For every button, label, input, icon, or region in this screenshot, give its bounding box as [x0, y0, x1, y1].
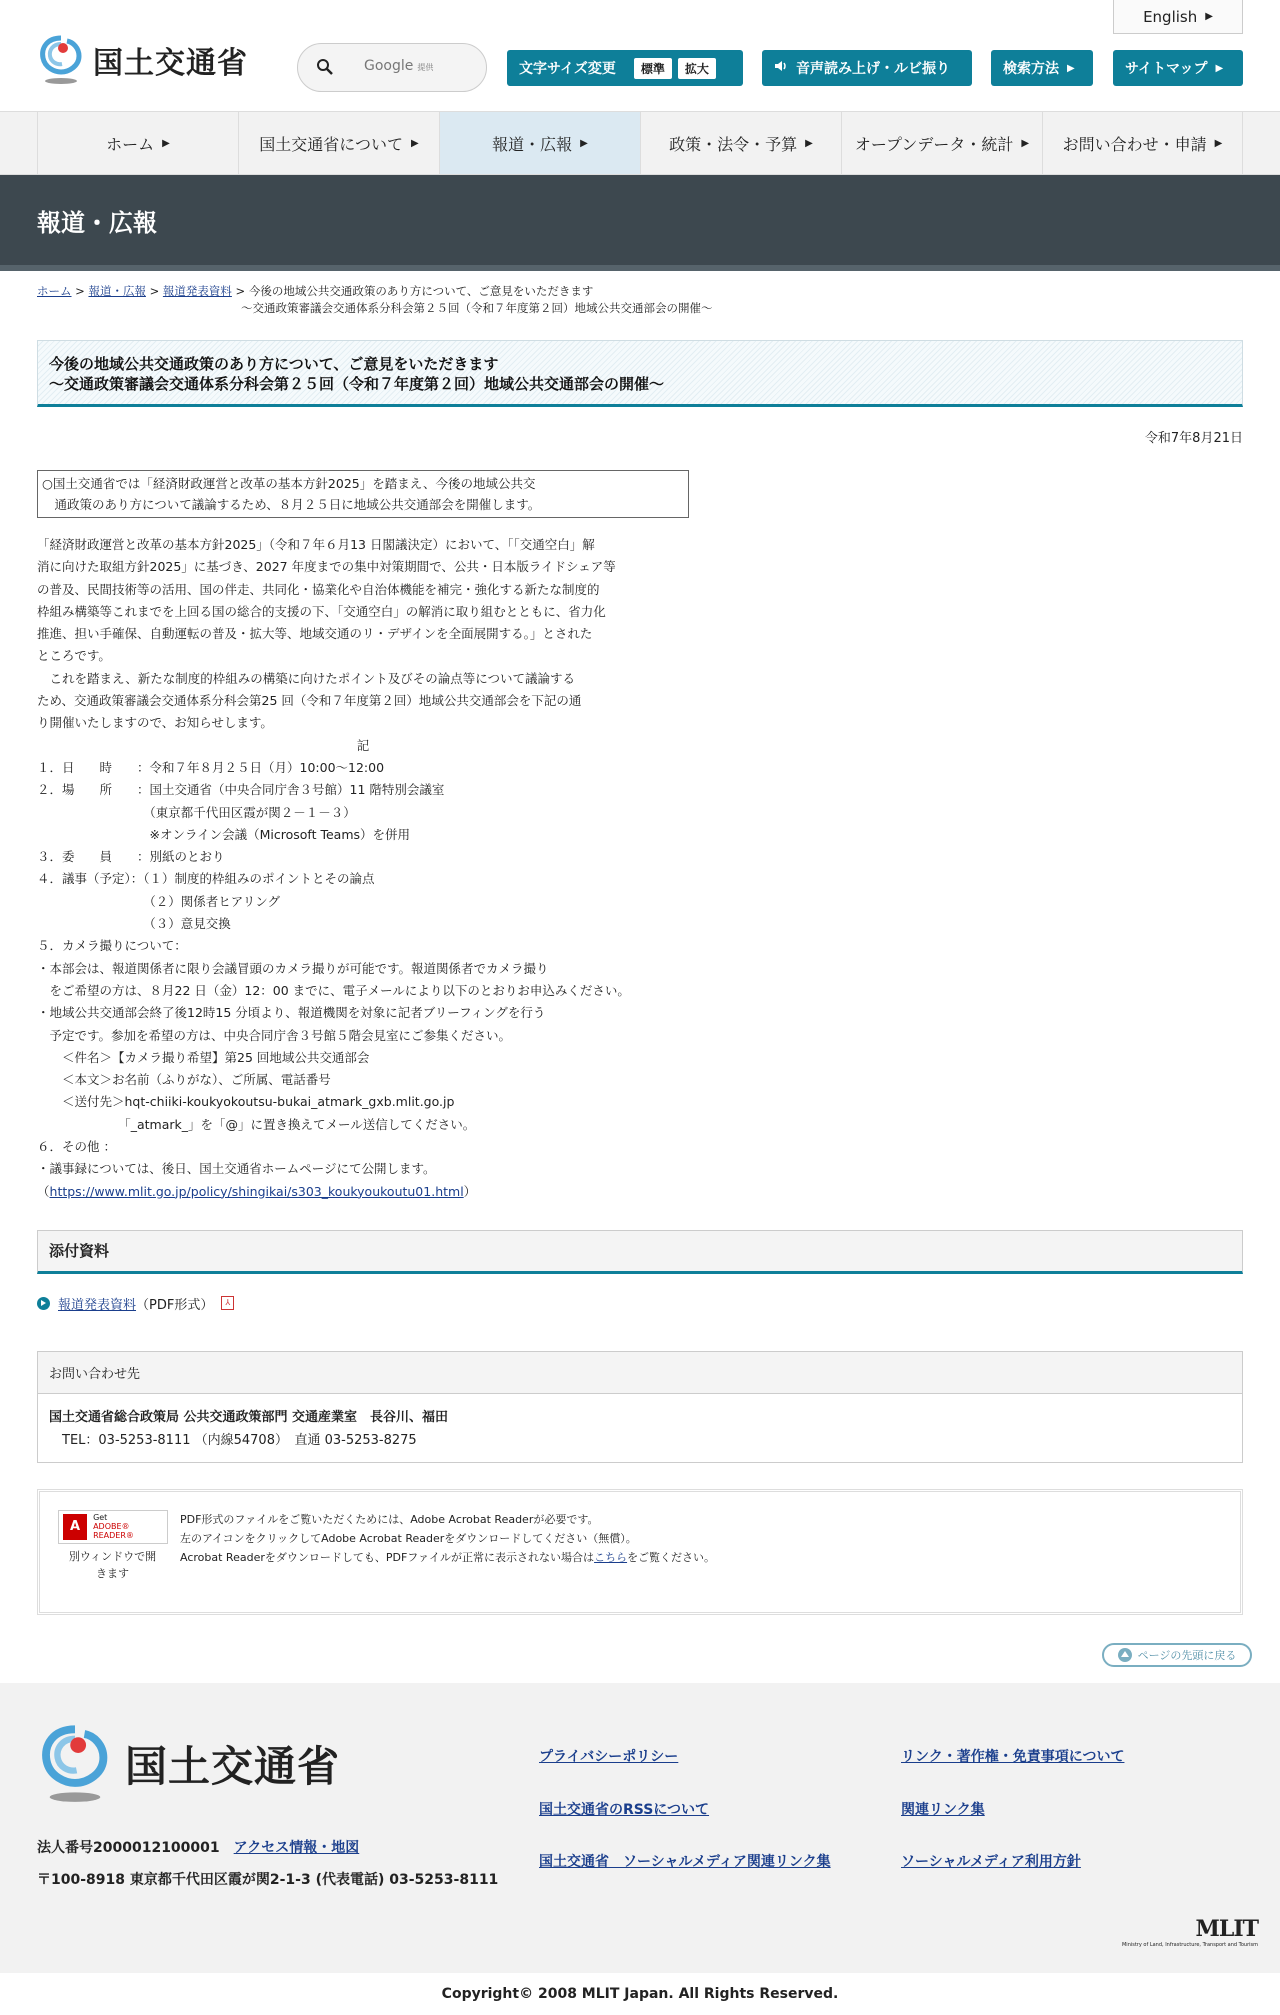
mlit-logo-icon — [37, 34, 85, 86]
item-agenda: ４．議事（予定）：（１）制度的枠組みのポイントとその論点 — [37, 871, 375, 887]
acrobat-line: 左のアイコンをクリックしてAdobe Acrobat Readerをダウンロードしてください（無償）。 — [180, 1531, 637, 1545]
section-banner — [0, 175, 1280, 271]
nav-about[interactable]: 国土交通省について ▶ — [238, 112, 439, 174]
minutes-link-line: （https://www.mlit.go.jp/policy/shingikai/s303_koukyoukoutu01.html） — [37, 1183, 477, 1199]
triangle-right-icon: ▶ — [580, 137, 588, 149]
social-links-link[interactable]: 国土交通省 ソーシャルメディア関連リンク集 — [539, 1853, 831, 1870]
body-line: 予定です。参加を希望の方は、中央合同庁舎３号館５階会見室にご参集ください。 — [37, 1027, 512, 1043]
sitemap-button[interactable]: サイトマップ ▶ — [1113, 50, 1243, 86]
item-members: ３．委 員 ：別紙のとおり — [37, 849, 225, 865]
nav-opendata[interactable]: オープンデータ・統計 ▶ — [841, 112, 1042, 174]
pdf-icon: ⅄ — [221, 1296, 234, 1310]
breadcrumb-current-sub: ～交通政策審議会交通体系分科会第２５回（令和７年度第２回）地域公共交通部会の開催～ — [241, 301, 713, 315]
breadcrumb-releases[interactable]: 報道発表資料 — [162, 284, 232, 298]
body-line: 消に向けた取組方針2025」に基づき、2027 年度までの集中対策期間で、公共・日本版ライドシェア等 — [37, 559, 616, 575]
social-policy-link[interactable]: ソーシャルメディア利用方針 — [901, 1853, 1081, 1870]
triangle-right-icon: ▶ — [805, 137, 813, 149]
triangle-right-icon: ▶ — [162, 137, 170, 149]
attachments-heading: 添付資料 — [37, 1230, 1243, 1274]
rss-link[interactable]: 国土交通省のRSSについて — [539, 1801, 710, 1818]
bullet-arrow-icon — [37, 1297, 50, 1310]
item-agenda-2: （２）関係者ヒアリング — [37, 893, 281, 909]
body-line: これを踏まえ、新たな制度的枠組みの構築に向けたポイント及びその論点等について議論する — [37, 670, 576, 686]
copyright: Copyright© 2008 MLIT Japan. All Rights Reserved. — [0, 1973, 1280, 2015]
item-date: １．日 時 ：令和７年８月２５日（月）10:00～12:00 — [37, 759, 385, 775]
footer-logo-text: 国土交通省 — [125, 1741, 341, 1791]
attachment-link[interactable]: 報道発表資料 — [58, 1297, 137, 1313]
access-link[interactable]: アクセス情報・地図 — [233, 1839, 360, 1856]
item-agenda-3: （３）意見交換 — [37, 916, 231, 932]
acrobat-line: Acrobat Readerをダウンロードしても、PDFファイルが正常に表示されない場合はこちらをご覧ください。 — [180, 1550, 716, 1564]
body-line: の普及、民間技術等の活用、国の伴走、共同化・協業化や自治体機能を補完・強化する新たな制度的 — [37, 581, 600, 597]
page-top-button[interactable]: ページの先頭に戻る — [1102, 1643, 1252, 1667]
acrobat-notice — [37, 1489, 1243, 1615]
speaker-icon — [774, 59, 788, 77]
font-size-label: 文字サイズ変更 — [519, 61, 616, 77]
mlit-logo-icon — [37, 1723, 113, 1805]
body-line: ・議事録については、後日、国土交通省ホームページにて公開します。 — [37, 1161, 436, 1177]
triangle-right-icon: ▶ — [1215, 62, 1224, 74]
page-title-line1: 今後の地域公共交通政策のあり方について、ご意見をいただきます — [49, 355, 499, 373]
section-title: 報道・広報 — [37, 208, 157, 237]
mlit-logo: MLIT Ministry of Land, Infrastructure, Transport and Tourism — [1121, 1915, 1258, 1948]
english-link[interactable]: English ▶ — [1113, 0, 1243, 34]
body-line: 「経済財政運営と改革の基本方針2025」（令和７年６月13 日閣議決定）において、「「交通空白」解 — [37, 537, 595, 552]
site-footer — [0, 1683, 1280, 1973]
search-method-button[interactable]: 検索方法 ▶ — [991, 50, 1093, 86]
search-icon[interactable] — [316, 58, 334, 81]
privacy-link[interactable]: プライバシーポリシー — [539, 1748, 679, 1765]
breadcrumb-press[interactable]: 報道・広報 — [88, 284, 146, 298]
lead-line: 通政策のあり方について議論するため、８月２５日に地域公共交通部会を開催します。 — [42, 497, 541, 512]
article-body — [37, 470, 689, 1203]
triangle-right-icon: ▶ — [1067, 62, 1075, 74]
minutes-link[interactable]: https://www.mlit.go.jp/policy/shingikai/s303_koukyoukoutu01.html — [49, 1183, 464, 1199]
page-top-area — [0, 1627, 1280, 1683]
contact-tel: TEL：03-5253-8111 （内線54708） 直通 03-5253-8275 — [49, 1432, 417, 1448]
nav-home[interactable]: ホーム ▶ — [37, 112, 238, 174]
copyright-link[interactable]: リンク・著作権・免責事項について — [901, 1748, 1125, 1765]
adobe-reader-badge[interactable]: A Get ADOBE® READER® — [58, 1510, 168, 1544]
body-line: ため、交通政策審議会交通体系分科会第25 回（令和７年度第２回）地域公共交通部会を下記の通 — [37, 693, 582, 709]
nav-press[interactable]: 報道・広報 ▶ — [439, 112, 640, 174]
search-input[interactable] — [297, 43, 487, 92]
breadcrumb-home[interactable]: ホーム — [37, 284, 72, 298]
body-line: ＜件名＞【カメラ撮り希望】第25 回地域公共交通部会 — [37, 1049, 370, 1065]
lead-box — [37, 470, 689, 518]
body-line: 推進、担い手確保、自動運転の普及・拡大等、地域交通のリ・デザインを全面展開する。」とされた — [37, 626, 593, 642]
body-line: 枠組み構築等これまでを上回る国の総合的支援の下、「交通空白」の解消に取り組むとともに、省力化 — [37, 603, 606, 619]
body-line: ・本部会は、報道関係者に限り会議冒頭のカメラ撮りが可能です。報道関係者でカメラ撮り — [37, 960, 549, 976]
item-place-online: ※オンライン会議（Microsoft Teams）を併用 — [37, 826, 411, 842]
corp-info: 法人番号2000012100001 アクセス情報・地図 — [37, 1839, 360, 1856]
body-line: ところです。 — [37, 648, 111, 664]
font-size-control — [507, 50, 743, 86]
acrobat-help-link[interactable]: こちら — [594, 1550, 628, 1564]
contact-name: 国土交通省総合政策局 公共交通政策部門 交通産業室 長谷川、福田 — [49, 1409, 449, 1425]
body-line: ＜本文＞お名前（ふりがな）、ご所属、電話番号 — [37, 1072, 331, 1088]
adobe-icon: A — [63, 1514, 87, 1540]
body-line: 「_atmark_」を「@」に置き換えてメール送信してください。 — [37, 1116, 476, 1132]
triangle-right-icon: ▶ — [1205, 11, 1213, 22]
nav-contact[interactable]: お問い合わせ・申請 ▶ — [1042, 112, 1243, 174]
triangle-right-icon: ▶ — [1214, 137, 1223, 149]
new-window-caption: 別ウィンドウで開きます — [68, 1549, 157, 1580]
item-place: ２．場 所 ：国土交通省（中央合同庁舎３号館）11 階特別会議室 — [37, 782, 445, 798]
breadcrumb: ホーム > 報道・広報 > 報道発表資料 > 今後の地域公共交通政策のあり方について、ご意見をいただきます ～交通政策審議会交通体系分科会第２５回（令和７年度第２回）地域公共交通部会の開催～ — [37, 283, 1243, 317]
site-header — [0, 0, 1280, 111]
search-placeholder: Google 提供 — [364, 58, 434, 74]
page-title-line2: ～交通政策審議会交通体系分科会第２５回（令和７年度第２回）地域公共交通部会の開催～ — [49, 375, 665, 393]
logo-text: 国土交通省 — [93, 46, 248, 81]
lead-line: ○国土交通省では「経済財政運営と改革の基本方針2025」を踏まえ、今後の地域公共交 — [42, 476, 536, 491]
global-nav — [0, 111, 1280, 175]
related-links-link[interactable]: 関連リンク集 — [901, 1801, 985, 1818]
nav-policy[interactable]: 政策・法令・予算 ▶ — [640, 112, 841, 174]
item-camera: ５．カメラ撮りについて： — [37, 938, 187, 954]
footer-logo[interactable] — [37, 1723, 340, 1805]
voice-ruby-button[interactable]: 音声読み上げ・ルビ振り — [762, 50, 972, 86]
breadcrumb-current: 今後の地域公共交通政策のあり方について、ご意見をいただきます — [248, 284, 594, 298]
acrobat-line: PDF形式のファイルをご覧いただくためには、Adobe Acrobat Readerが必要です。 — [180, 1512, 599, 1526]
triangle-right-icon: ▶ — [1021, 137, 1030, 149]
font-standard-button[interactable]: 標準 — [634, 58, 672, 79]
attachment-format: （PDF形式） — [136, 1297, 214, 1313]
ki-heading: 記 — [356, 737, 370, 753]
font-large-button[interactable]: 拡大 — [678, 58, 716, 79]
triangle-right-icon: ▶ — [410, 137, 419, 149]
body-line: ・地域公共交通部会終了後12時15 分頃より、報道機関を対象に記者ブリーフィングを行う — [37, 1005, 546, 1021]
email-address: ＜送付先＞hqt-chiiki-koukyokoutsu-bukai_atmark_gxb.mlit.go.jp — [37, 1094, 455, 1110]
page-title — [37, 340, 1243, 407]
body-line: をご希望の方は、８月22 日（金）12：00 までに、電子メールにより以下のとおりお申込みください。 — [37, 982, 630, 998]
contact-heading: お問い合わせ先 — [38, 1352, 1242, 1394]
contact-box — [37, 1351, 1243, 1463]
site-logo[interactable] — [37, 34, 248, 86]
item-place-address: （東京都千代田区霞が関２－１－３） — [37, 804, 356, 820]
body-line: り開催いたしますので、お知らせします。 — [37, 715, 273, 731]
attachment-item — [37, 1294, 1243, 1313]
footer-address: 〒100-8918 東京都千代田区霞が関2-1-3 (代表電話) 03-5253-8111 — [37, 1871, 499, 1888]
item-other: ６．その他 ： — [37, 1139, 116, 1155]
publish-date: 令和7年8月21日 — [1144, 431, 1243, 446]
arrow-up-icon — [1118, 1648, 1132, 1662]
